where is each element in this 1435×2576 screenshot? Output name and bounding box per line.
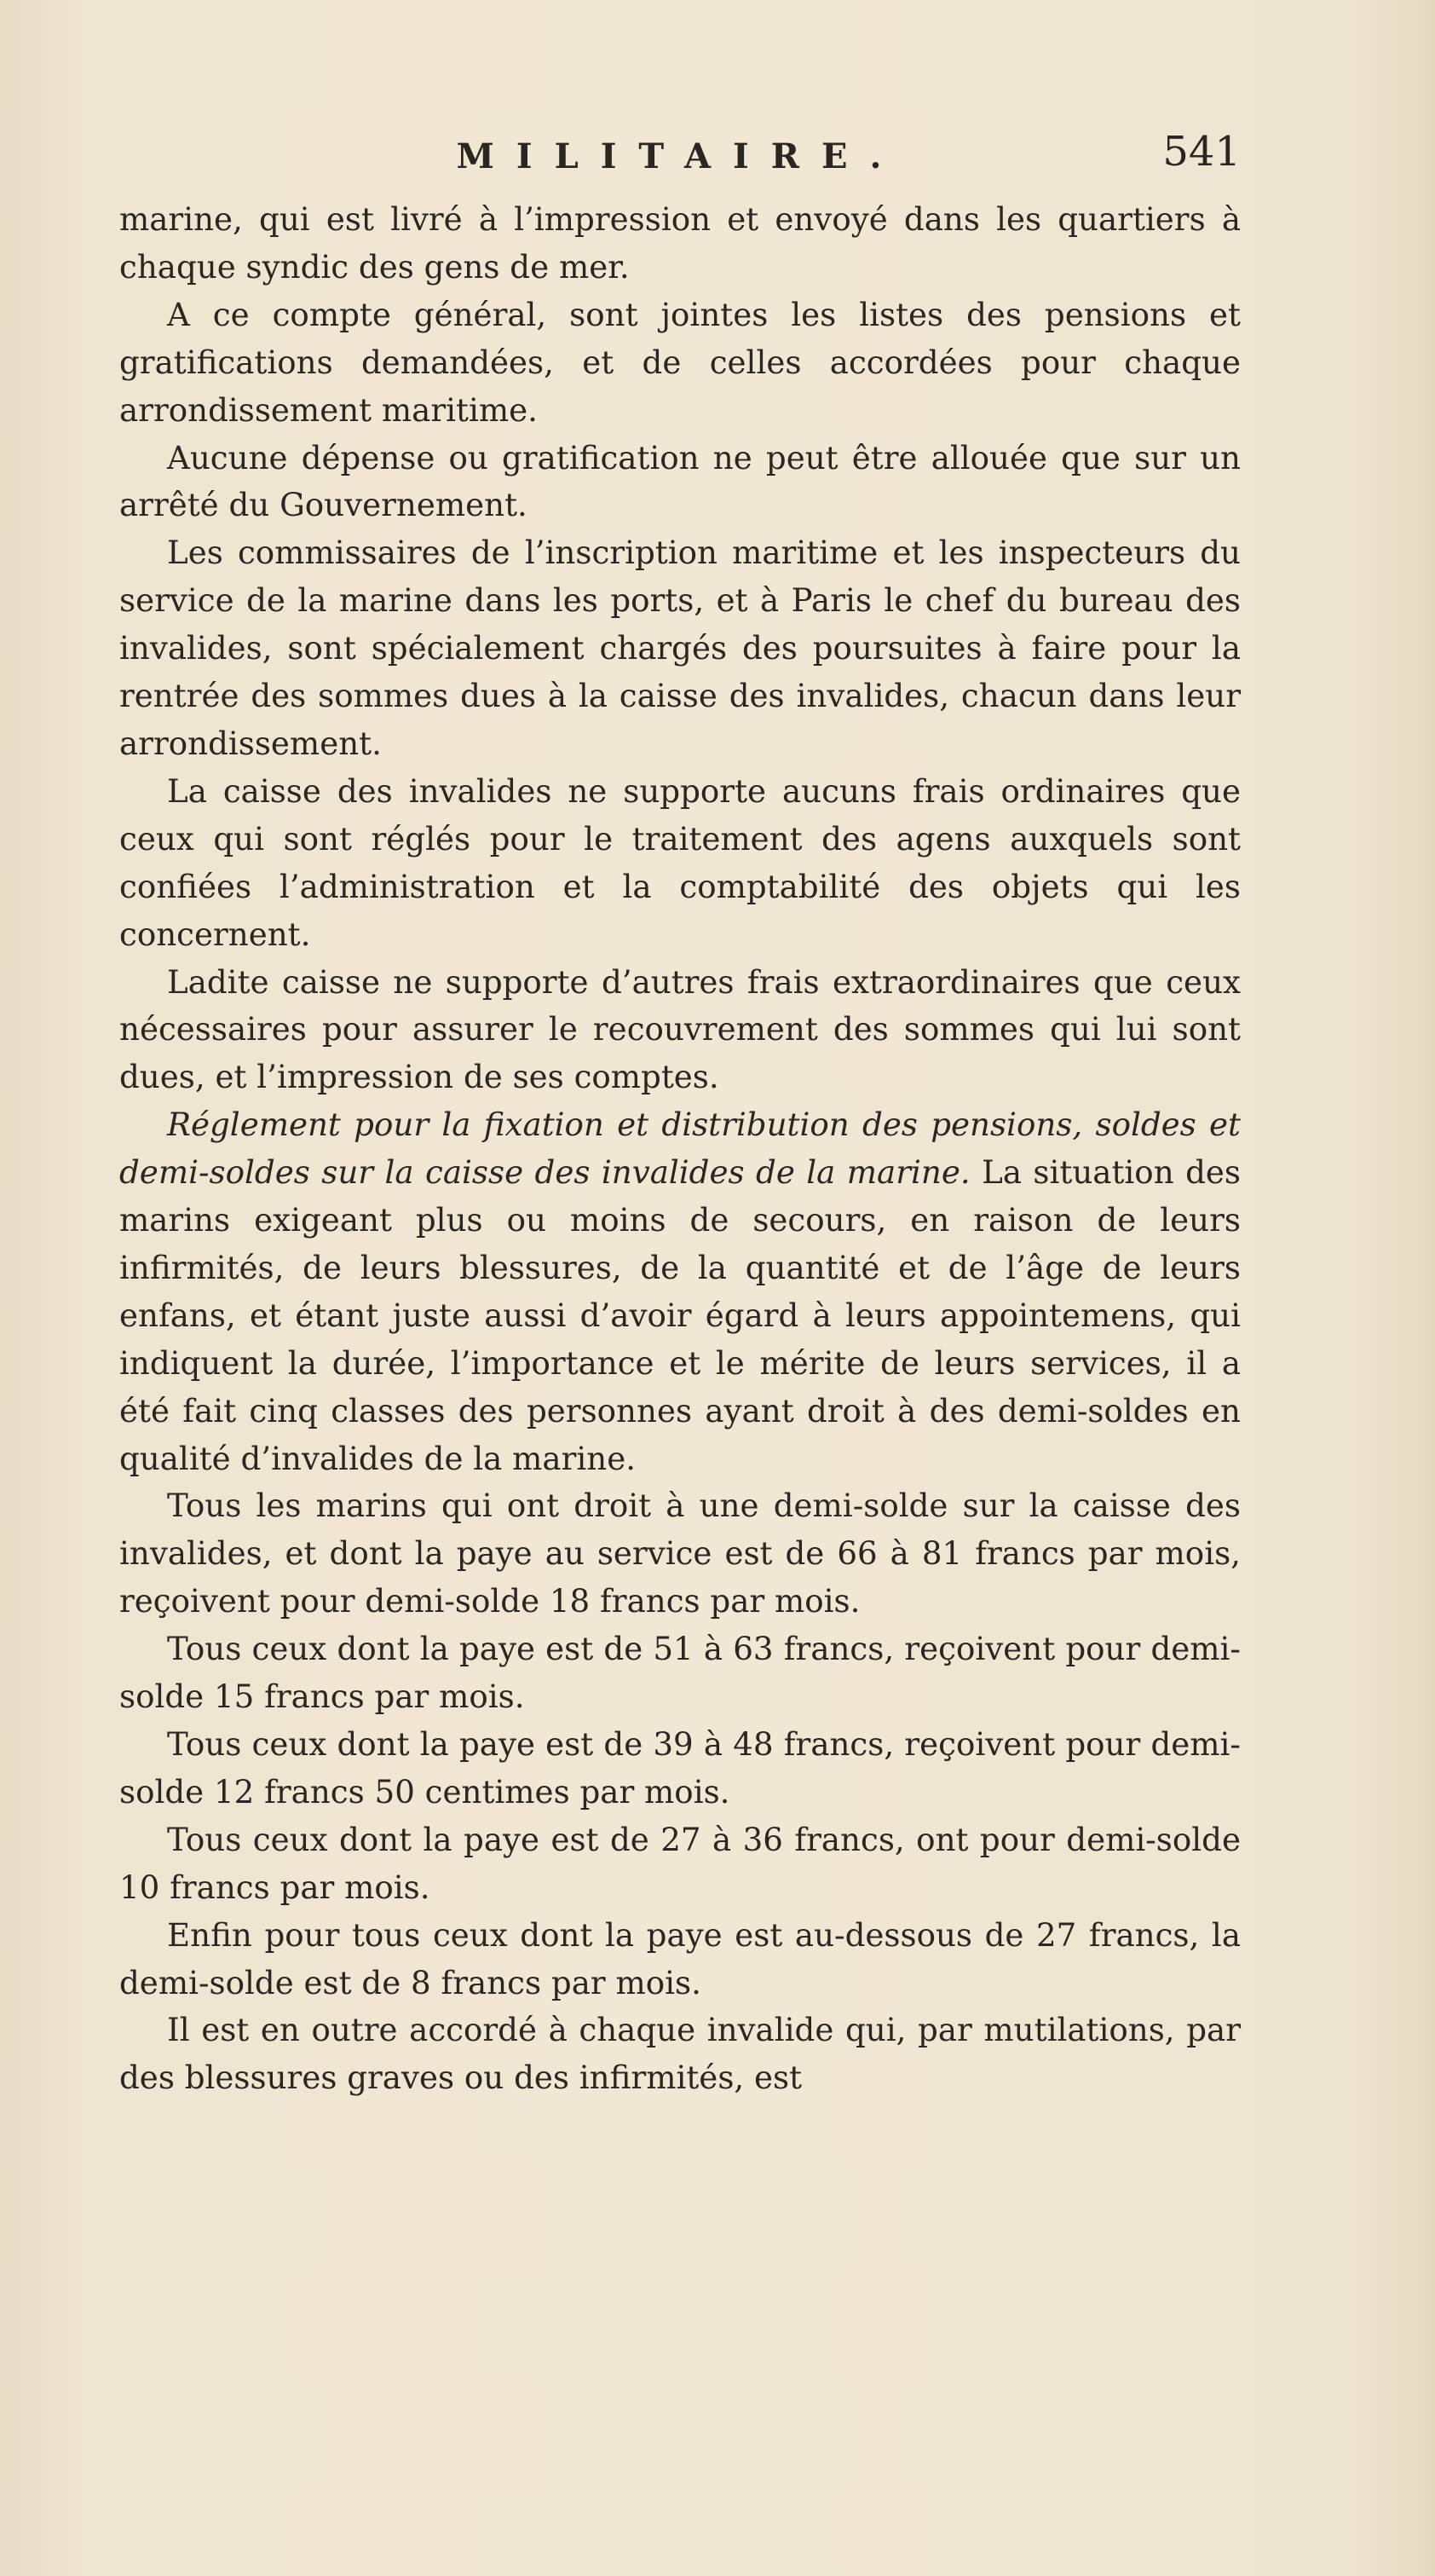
paragraph: Tous ceux dont la paye est de 27 à 36 francs, ont pour demi-solde 10 francs par mois.	[119, 1820, 1241, 1906]
paragraph: Il est en outre accordé à chaque invalide qui, par mutilations, par des blessures graves ou des infirmités, est	[119, 2011, 1241, 2097]
running-title: MILITAIRE.	[456, 136, 904, 176]
reglement-title: Réglement pour la fixation et distribution des pensions, soldes et demi-soldes sur la caisse des invalides de la marine.	[119, 1106, 1241, 1192]
paragraph: Enfin pour tous ceux dont la paye est au-dessous de 27 francs, la demi-solde est de 8 francs par mois.	[119, 1915, 1241, 2001]
paragraph: Aucune dépense ou gratification ne peut être allouée que sur un arrêté du Gouvernement.	[119, 438, 1241, 524]
reglement-text: La situation des marins exigeant plus ou moins de secours, en raison de leurs infirmités, de leurs blessures, de la quantité et de l’âge de leurs enfans, et étant juste aussi d’avoir égard à leurs appointemens, qui indiquent la durée, l’importance et le mérite de leurs services, il a été fait cinq classes des personnes ayant droit à des demi-soldes en qualité d’invalides de la marine.	[119, 1153, 1241, 1477]
paragraph: La caisse des invalides ne supporte aucuns frais ordinaires que ceux qui sont réglés pour le traitement des agens auxquels sont confiées l’administration et la comptabilité des objets qui les concernent.	[119, 771, 1241, 953]
paragraph: Les commissaires de l’inscription maritime et les inspecteurs du service de la marine dans les ports, et à Paris le chef du bureau des invalides, sont spécialement chargés des poursuites à faire pour la rentrée des sommes dues à la caisse des invalides, chacun dans leur arrondissement.	[119, 534, 1241, 762]
page-number: 541	[1162, 128, 1241, 176]
paragraph: Tous les marins qui ont droit à une demi-solde sur la caisse des invalides, et dont la paye au service est de 66 à 81 francs par mois, reçoivent pour demi-solde 18 francs par mois.	[119, 1487, 1241, 1620]
paragraph: marine, qui est livré à l’impression et envoyé dans les quartiers à chaque syndic des gens de mer.	[119, 200, 1241, 286]
paragraph: Ladite caisse ne supporte d’autres frais extraordinaires que ceux nécessaires pour assurer le recouvrement des sommes qui lui sont dues, et l’impression de ses comptes.	[119, 962, 1241, 1096]
body-text	[119, 196, 1241, 2102]
page-header	[119, 128, 1241, 188]
paragraph: A ce compte général, sont jointes les listes des pensions et gratifications demandées, et de celles accordées pour chaque arrondissement maritime.	[119, 295, 1241, 429]
paragraph: Tous ceux dont la paye est de 51 à 63 francs, reçoivent pour demi-solde 15 francs par mois.	[119, 1630, 1241, 1716]
paragraph: Tous ceux dont la paye est de 39 à 48 francs, reçoivent pour demi-solde 12 francs 50 centimes par mois.	[119, 1725, 1241, 1811]
reglement-paragraph	[119, 1101, 1241, 1482]
